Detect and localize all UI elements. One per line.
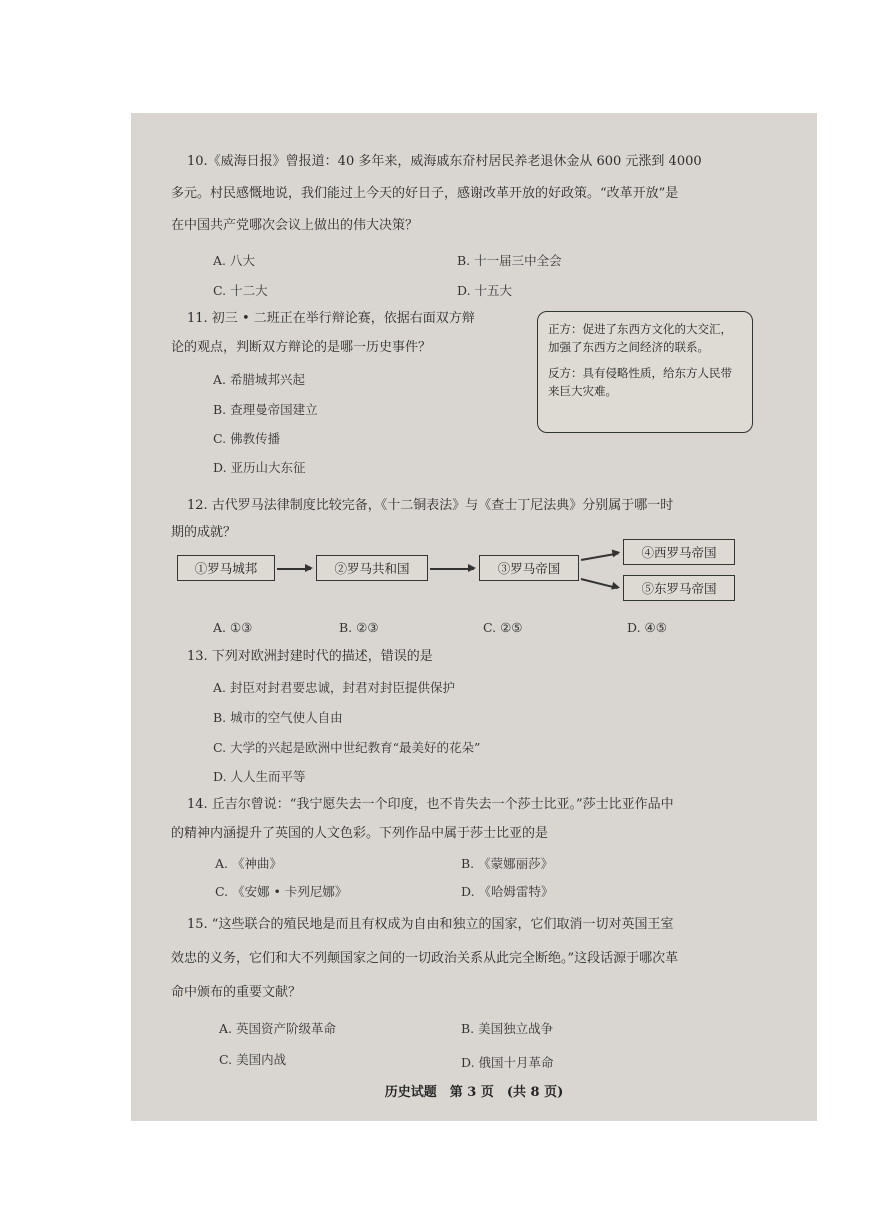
q12-option-d: D. ④⑤ bbox=[627, 620, 667, 635]
q12-stem-line1: 12. 古代罗马法律制度比较完备，《十二铜表法》与《查士丁尼法典》分别属于哪一时 bbox=[187, 498, 674, 513]
debate-con-line1: 反方：具有侵略性质，给东方人民带 bbox=[548, 366, 732, 380]
q14-option-d: D. 《哈姆雷特》 bbox=[461, 884, 554, 899]
flow-node-roman-empire: ③罗马帝国 bbox=[479, 555, 579, 581]
flow-node-roman-republic: ②罗马共和国 bbox=[316, 555, 428, 581]
q11-option-b: B. 查理曼帝国建立 bbox=[213, 402, 318, 417]
q15-stem-line3: 命中颁布的重要文献？ bbox=[171, 985, 302, 1000]
q12-stem-line2: 期的成就？ bbox=[171, 525, 237, 540]
debate-con-line2: 来巨大灾难。 bbox=[548, 384, 617, 398]
debate-pro-line1: 正方：促进了东西方文化的大交汇， bbox=[548, 322, 732, 336]
page-footer: 历史试题 第 3 页 (共 8 页) bbox=[384, 1085, 564, 1100]
q10-option-a: A. 八大 bbox=[213, 253, 255, 268]
flow-node-roman-city-state: ①罗马城邦 bbox=[177, 555, 275, 581]
q15-option-a: A. 英国资产阶级革命 bbox=[219, 1021, 336, 1036]
q15-option-d: D. 俄国十月革命 bbox=[461, 1055, 554, 1070]
q10-option-d: D. 十五大 bbox=[457, 283, 513, 298]
flow-arrow-3 bbox=[581, 552, 619, 560]
debate-box bbox=[537, 311, 753, 433]
exam-page bbox=[131, 113, 817, 1121]
q14-stem-line2: 的精神内涵提升了英国的人文色彩。下列作品中属于莎士比亚的是 bbox=[171, 826, 549, 841]
q10-option-b: B. 十一届三中全会 bbox=[457, 253, 562, 268]
q14-option-a: A. 《神曲》 bbox=[215, 856, 282, 871]
q13-option-a: A. 封臣对封君要忠诚，封君对封臣提供保护 bbox=[213, 680, 455, 695]
q11-option-c: C. 佛教传播 bbox=[213, 431, 281, 446]
q13-option-d: D. 人人生而平等 bbox=[213, 769, 306, 784]
q12-option-a: A. ①③ bbox=[213, 620, 253, 635]
q14-option-c: C. 《安娜 • 卡列尼娜》 bbox=[215, 884, 348, 899]
q13-stem: 13. 下列对欧洲封建时代的描述，错误的是 bbox=[187, 649, 433, 664]
flow-node-western-roman-empire: ④西罗马帝国 bbox=[623, 539, 735, 565]
flow-arrow-2 bbox=[430, 568, 474, 570]
q15-option-c: C. 美国内战 bbox=[219, 1052, 287, 1067]
q13-option-b: B. 城市的空气使人自由 bbox=[213, 710, 343, 725]
q12-option-b: B. ②③ bbox=[339, 620, 379, 635]
q11-option-d: D. 亚历山大东征 bbox=[213, 460, 306, 475]
q15-option-b: B. 美国独立战争 bbox=[461, 1021, 554, 1036]
q11-stem-line2: 论的观点，判断双方辩论的是哪一历史事件？ bbox=[171, 340, 432, 355]
q14-stem-line1: 14. 丘吉尔曾说：“我宁愿失去一个印度，也不肯失去一个莎士比亚。”莎士比亚作品中 bbox=[187, 797, 674, 812]
q10-option-c: C. 十二大 bbox=[213, 283, 268, 298]
q12-option-c: C. ②⑤ bbox=[483, 620, 523, 635]
q14-option-b: B. 《蒙娜丽莎》 bbox=[461, 856, 554, 871]
debate-pro-line2: 加强了东西方之间经济的联系。 bbox=[548, 340, 709, 354]
q11-option-a: A. 希腊城邦兴起 bbox=[213, 372, 305, 387]
flow-arrow-4 bbox=[581, 578, 618, 589]
flow-node-eastern-roman-empire: ⑤东罗马帝国 bbox=[623, 575, 735, 601]
q10-stem-line2: 多元。村民感慨地说，我们能过上今天的好日子，感谢改革开放的好政策。“改革开放”是 bbox=[171, 186, 679, 201]
q13-option-c: C. 大学的兴起是欧洲中世纪教育“最美好的花朵” bbox=[213, 740, 481, 755]
q11-stem-line1: 11. 初三 • 二班正在举行辩论赛，依据右面双方辩 bbox=[187, 311, 475, 326]
q10-stem-line1: 10.《威海日报》曾报道：40 多年来，威海戚东夼村居民养老退休金从 600 元涨到 4000 bbox=[187, 154, 702, 169]
q10-stem-line3: 在中国共产党哪次会议上做出的伟大决策？ bbox=[171, 218, 419, 233]
q15-stem-line1: 15. “这些联合的殖民地是而且有权成为自由和独立的国家，它们取消一切对英国王室 bbox=[187, 917, 674, 932]
flow-arrow-1 bbox=[277, 568, 311, 570]
q15-stem-line2: 效忠的义务，它们和大不列颠国家之间的一切政治关系从此完全断绝。”这段话源于哪次革 bbox=[171, 951, 679, 966]
